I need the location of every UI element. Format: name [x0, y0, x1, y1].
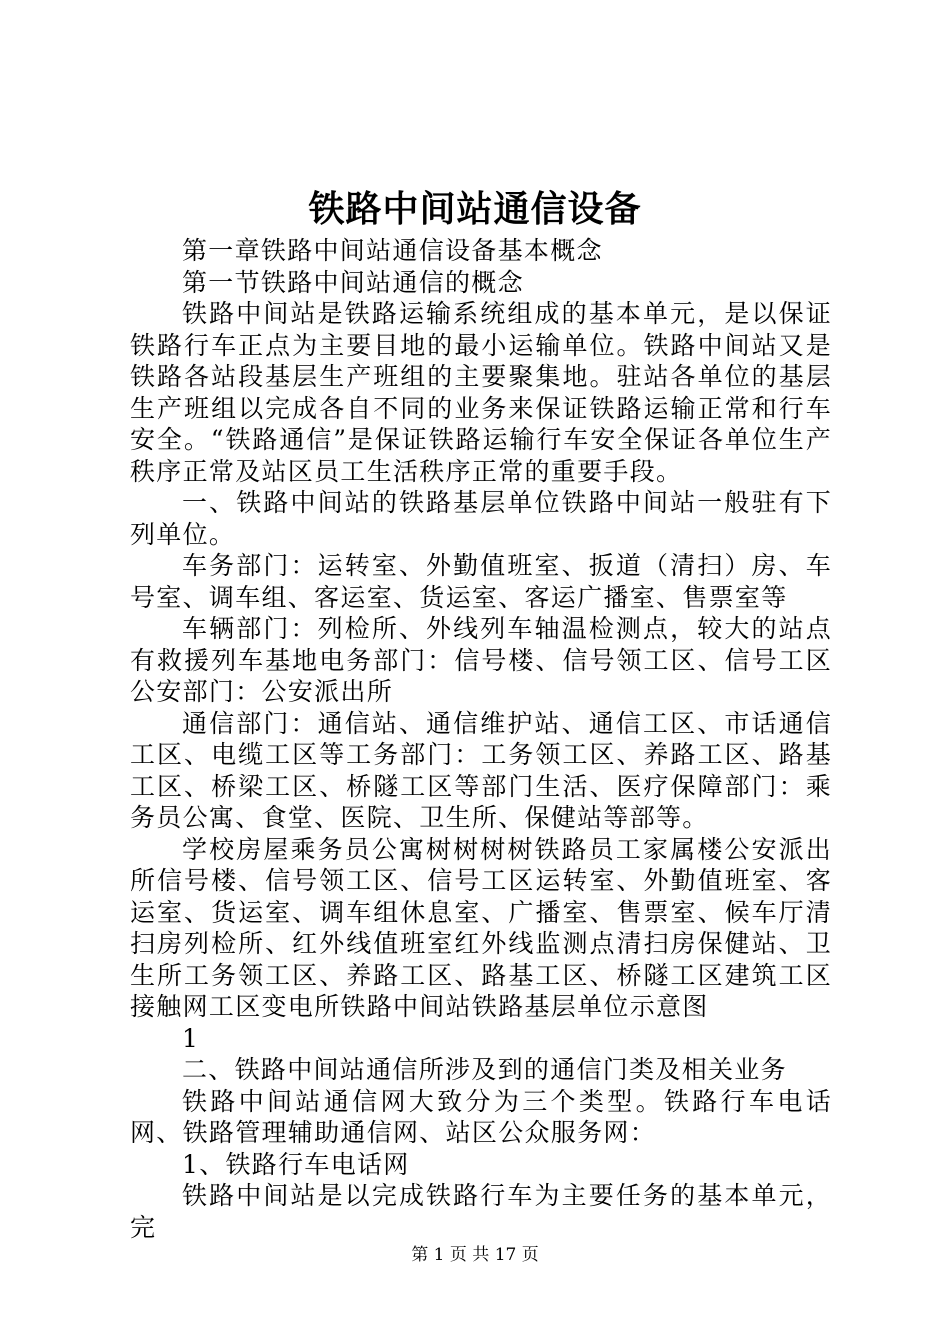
page-footer: 第 1 页 共 17 页 — [411, 1245, 539, 1265]
paragraph: 车务部门：运转室、外勤值班室、扳道（清扫）房、车号室、调车组、客运室、货运室、客运广播室、售票室等 — [130, 551, 832, 612]
paragraph: 一、铁路中间站的铁路基层单位铁路中间站一般驻有下列单位。 — [130, 488, 832, 549]
paragraph: 学校房屋乘务员公寓树树树树铁路员工家属楼公安派出所信号楼、信号领工区、信号工区运转室、外勤值班室、客运室、货运室、调车组休息室、广播室、售票室、候车厅清扫房列检所、红外线值班室红外线监测点清扫房保健站、卫生所工务领工区、养路工区、路基工区、桥隧工区建筑工区接触网工区变电所铁路中间站铁路基层单位示意图 — [130, 834, 832, 1021]
paragraph: 通信部门：通信站、通信维护站、通信工区、市话通信工区、电缆工区等工务部门：工务领工区、养路工区、路基工区、桥梁工区、桥隧工区等部门生活、医疗保障部门：乘务员公寓、食堂、医院、卫生所、保健站等部等。 — [130, 708, 832, 832]
paragraph: 铁路中间站通信网大致分为三个类型。铁路行车电话网、铁路管理辅助通信网、站区公众服务网： — [130, 1086, 832, 1147]
paragraph-subheading: 1、铁路行车电话网 — [182, 1149, 410, 1179]
paragraph: 车辆部门：列检所、外线列车轴温检测点，较大的站点有救援列车基地电务部门：信号楼、信号领工区、信号工区公安部门：公安派出所 — [130, 614, 832, 706]
document-body — [130, 235, 832, 1243]
paragraph: 铁路中间站是以完成铁路行车为主要任务的基本单元，完 — [130, 1181, 832, 1242]
paragraph-section-heading: 第一节铁路中间站通信的概念 — [182, 267, 524, 297]
paragraph-chapter-heading: 第一章铁路中间站通信设备基本概念 — [182, 236, 603, 265]
paragraph-subheading: 二、铁路中间站通信所涉及到的通信门类及相关业务 — [182, 1055, 787, 1084]
document-title: 铁路中间站通信设备 — [308, 188, 642, 230]
paragraph: 铁路中间站是铁路运输系统组成的基本单元，是以保证铁路行车正点为主要目地的最小运输单位。铁路中间站又是铁路各站段基层生产班组的主要聚集地。驻站各单位的基层生产班组以完成各自不同的业务来保证铁路运输正常和行车安全。“铁路通信”是保证铁路运输行车安全保证各单位生产秩序正常及站区员工生活秩序正常的重要手段。 — [130, 299, 832, 486]
paragraph-figure-number: 1 — [182, 1023, 200, 1053]
